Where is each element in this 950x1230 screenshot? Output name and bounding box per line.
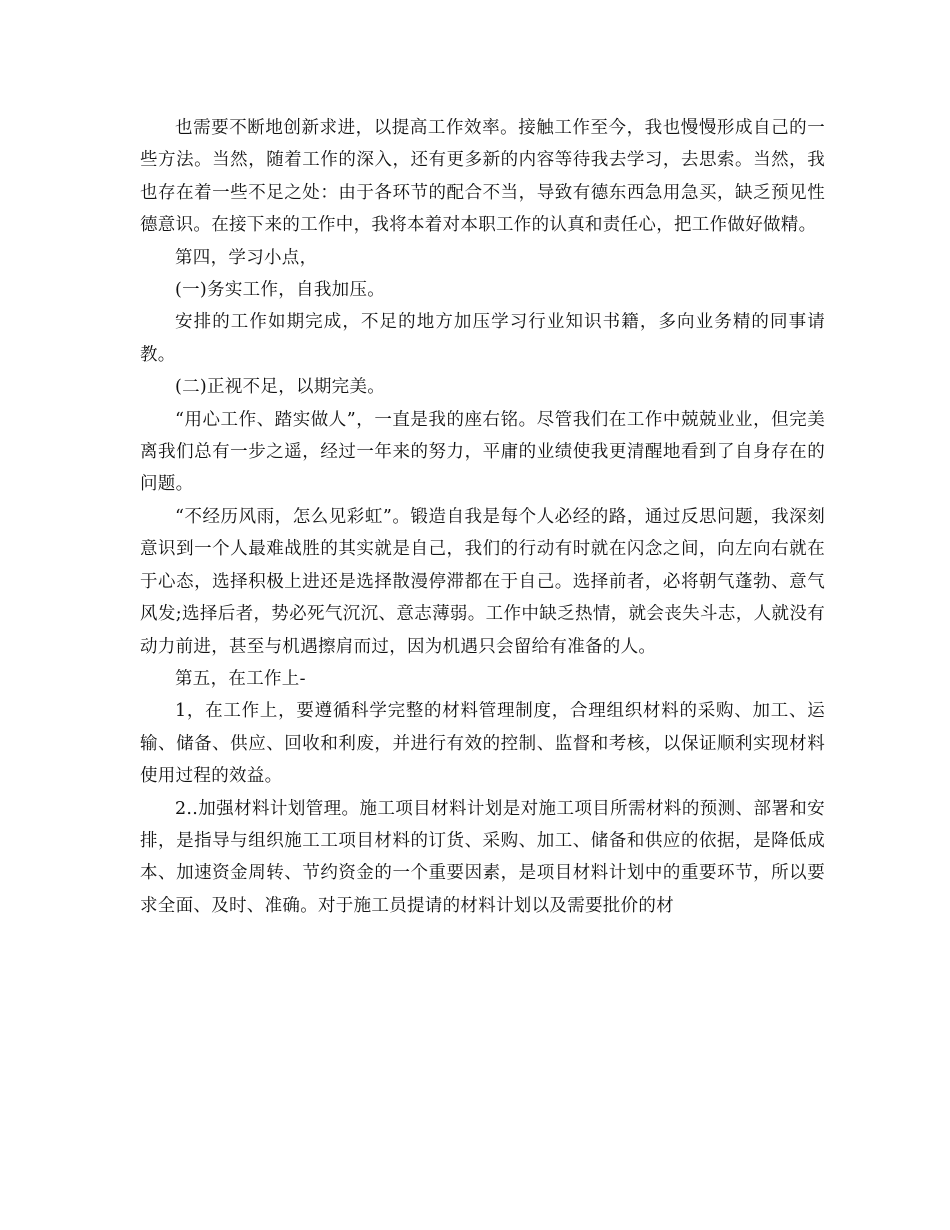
paragraph-subheading-two: (二)正视不足，以期完美。	[175, 377, 386, 398]
paragraph-motto: “用心工作、踏实做人”，一直是我的座右铭。尽管我们在工作中兢兢业业，但完美离我们总有一步之遥，经过一年来的努力，平庸的业绩使我更清醒地看到了自身存在的问题。	[140, 409, 825, 495]
paragraph-study-plan: 安排的工作如期完成，不足的地方加压学习行业知识书籍，多向业务精的同事请教。	[140, 312, 825, 365]
paragraph-item-two: 2..加强材料计划管理。施工项目材料计划是对施工项目所需材料的预测、部署和安排，是指导与组织施工工项目材料的订货、采购、加工、储备和供应的依据，是降低成本、加速资金周转、节约资金的一个重要因素，是项目材料计划中的重要环节，所以要求全面、及时、准确。对于施工员提请的材料计划以及需要批价的材	[140, 798, 825, 916]
document-body	[140, 112, 825, 922]
paragraph-subheading-one: (一)务实工作，自我加压。	[175, 280, 386, 301]
paragraph-work-efficiency: 也需要不断地创新求进，以提高工作效率。接触工作至今，我也慢慢形成自己的一些方法。当然，随着工作的深入，还有更多新的内容等待我去学习，去思索。当然，我也存在着一些不足之处：由于各环节的配合不当，导致有德东西急用急买，缺乏预见性德意识。在接下来的工作中，我将本着对本职工作的认真和责任心，把工作做好做精。	[140, 118, 825, 236]
paragraph-section-five-heading: 第五，在工作上-	[175, 668, 306, 689]
paragraph-item-one: 1，在工作上，要遵循科学完整的材料管理制度，合理组织材料的采购、加工、运输、储备、供应、回收和利废，并进行有效的控制、监督和考核，以保证顺利实现材料使用过程的效益。	[140, 701, 825, 787]
paragraph-section-four-heading: 第四，学习小点，	[175, 247, 318, 268]
paragraph-rainbow: “不经历风雨，怎么见彩虹”。锻造自我是每个人必经的路，通过反思问题，我深刻意识到一个人最难战胜的其实就是自己，我们的行动有时就在闪念之间，向左向右就在于心态，选择积极上进还是选择散漫停滞都在于自己。选择前者，必将朝气蓬勃、意气风发;选择后者，势必死气沉沉、意志薄弱。工作中缺乏热情，就会丧失斗志，人就没有动力前进，甚至与机遇擦肩而过，因为机遇只会留给有准备的人。	[140, 506, 825, 657]
